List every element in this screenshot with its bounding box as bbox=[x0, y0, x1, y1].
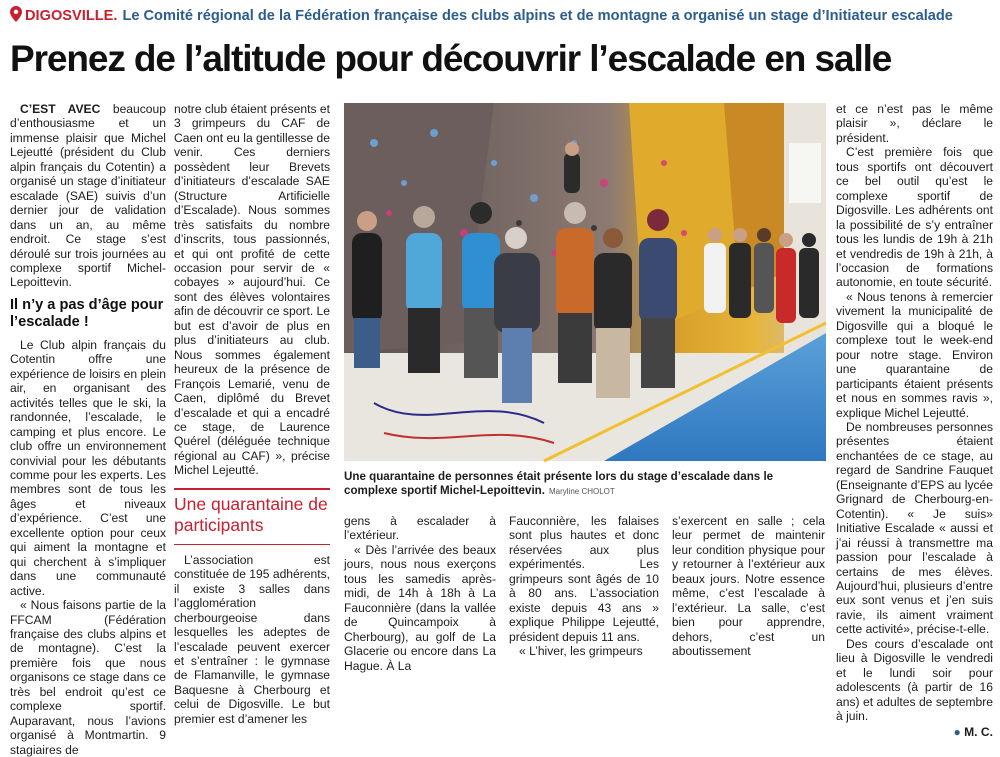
paragraph: « Nous faisons partie de la FFCAM (Fédération française des clubs alpins et de montagne). C’est la première fois que nous organisons ce stage dans ce très bel endroit qu’est ce complexe sportif. Auparavant, nous l’avions organisé à Montmartin. 9 stagiaires de bbox=[10, 598, 166, 757]
paragraph: « Dès l’arrivée des beaux jours, nous nous exerçons tous les samedis après-midi, de 14h à 18h à La Fauconnière (dans la vallée de Quincampoix à Cherbourg), au golf de La Glacerie ou encore dans La Hague. À La bbox=[344, 542, 496, 673]
location-pin-icon bbox=[10, 6, 22, 22]
paragraph: « L’hiver, les grimpeurs bbox=[519, 644, 643, 659]
climbing-scene-image bbox=[344, 103, 826, 461]
divider bbox=[174, 488, 330, 490]
paragraph: et ce n’est pas le même plaisir », déclare le président. bbox=[836, 102, 993, 145]
kicker-text: Le Comité régional de la Fédération française des clubs alpins et de montagne a organisé un stage d’Initiateur escalade bbox=[122, 8, 953, 24]
column-2 bbox=[174, 102, 330, 726]
climbing-photo bbox=[344, 103, 826, 461]
paragraph: Des cours d’escalade ont lieu à Digosville le vendredi et le lundi soir pour adolescents (à partir de 16 ans) et adultes de septembre à juin. bbox=[836, 636, 993, 724]
paragraph: gens à escalader à l’extérieur. bbox=[344, 514, 496, 543]
paragraph: L’association est constituée de 195 adhérents, il existe 3 salles dans l’agglomération cherbourgeoise dans lesquelles les adeptes de l’escalade peuvent exercer et s’entraîner : le gymnase de Flamanville, le gymnase Baquesne à Cherbourg et celui de Digosville. Le but premier est d’amener les bbox=[174, 552, 330, 726]
paragraph: Fauconnière, les falaises sont plus hautes et donc réservées aux plus expérimentés. Les grimpeurs sont âgés de 10 à 80 ans. L’association existe depuis 43 ans » explique Philippe Lejeutté, président depuis 11 ans. bbox=[509, 514, 659, 644]
divider bbox=[174, 544, 330, 545]
column-1 bbox=[10, 102, 166, 757]
subhead: Il n’y a pas d’âge pour l’escalade ! bbox=[10, 296, 164, 331]
column-3 bbox=[344, 514, 496, 673]
paragraph: C’est première fois que tous sportifs ont découvert ce bel outil qu’est le complexe sportif de Digosville. Les adhérents ont la possibilité de s’y entraîner tous les lundis de 19h à 21h et vendredis de 19h à 21h, à l’occasion de formations autonomie, en toute sécurité. bbox=[836, 145, 993, 290]
paragraph bbox=[10, 102, 166, 290]
kicker bbox=[10, 4, 995, 28]
caption-text: Une quarantaine de personnes était présente lors du stage d’escalade dans le complexe sportif Michel-Lepoittevin. bbox=[344, 470, 774, 497]
column-6 bbox=[836, 102, 993, 740]
paragraph-text: beaucoup d’enthousiasme et un immense plaisir que Michel Lejeutté (président du Club alpin français du Cotentin) a organisé un stage d’initiateur escalade (SAE) suivis d’un dernier jour de validation dans un an, au même endroit. Ce stage s’est déroulé sur trois journées au complexe sportif Michel-Lepoittevin. bbox=[10, 102, 166, 290]
signature-text: M. C. bbox=[964, 725, 993, 740]
photo-credit: Maryline CHOLOT bbox=[549, 487, 615, 496]
column-5 bbox=[672, 514, 825, 659]
photo-caption bbox=[344, 470, 828, 499]
signature: ● M. C. bbox=[953, 725, 993, 740]
headline: Prenez de l’altitude pour découvrir l’escalade en salle bbox=[10, 38, 892, 79]
section-subhead: Une quarantaine de participants bbox=[174, 493, 328, 535]
paragraph: notre club étaient présents et 3 grimpeurs du CAF de Caen ont eu la gentillesse de venir. Ces derniers possèdent leur Brevets d’initiateurs d’escalade SAE (Structure Artificielle d’Escalade). Nous sommes très satisfaits du nombre d’inscrits, tous passionnés, et qui ont profité de cette occasion pour servir de « cobayes » aujourd’hui. Ce sont des élèves volontaires afin de découvrir ce sport. Le but est d’avoir de plus en plus d’initiateurs au club. Nous sommes également heureux de la présence de François Lemarié, venu de Caen, diplômé du Brevet d’escalade et qui a encadré ce stage, de Laurence Quérel (déléguée technique régional au CAF) », précise Michel Lejeutté. bbox=[174, 102, 330, 478]
paragraph: Le Club alpin français du Cotentin offre une expérience de loisirs en plein air, en organisant des activités telles que le ski, la randonnée, l’escalade, le camping et plus encore. Le club offre un environnement convivial pour les débutants comme pour les experts. Les membres sont de tous les âges et niveaux d’expérience. C’est une excellente option pour ceux qui aiment la montagne et qui cherchent à s’impliquer dans une communauté active. bbox=[10, 337, 166, 598]
column-4 bbox=[509, 514, 659, 659]
paragraph: s’exercent en salle ; cela leur permet de maintenir leur condition physique pour y retourner à l’extérieur aux beaux jours. Notre essence même, c’est l’escalade à l’extérieur. La salle, c’est bien pour apprendre, dehors, c’est un aboutissement bbox=[672, 514, 825, 659]
paragraph: « Nous tenons à remercier vivement la municipalité de Digosville qui a bloqué le complexe tout le week-end pour notre stage. Environ une quarantaine de participants étaient présents et nous en sommes ravis », explique Michel Lejeutté. bbox=[836, 289, 993, 420]
lead-in: C’EST AVEC bbox=[20, 102, 101, 116]
paragraph: De nombreuses personnes présentes étaient enchantées de ce stage, au regard de Sandrine Fauquet (Enseignante d’EPS au lycée Grignard de Cherbourg-en-Cotentin). « Je suis» Initiative Escalade « aussi et j’ai réussi à transmettre ma passion pour l’escalade à certains de mes élèves. Aujourd’hui, plusieurs d’entre eux sont venus et j’en suis ravie, ils aiment vraiment cette activité», précise-t-elle. bbox=[836, 419, 993, 637]
city-label: DIGOSVILLE. bbox=[25, 8, 118, 24]
